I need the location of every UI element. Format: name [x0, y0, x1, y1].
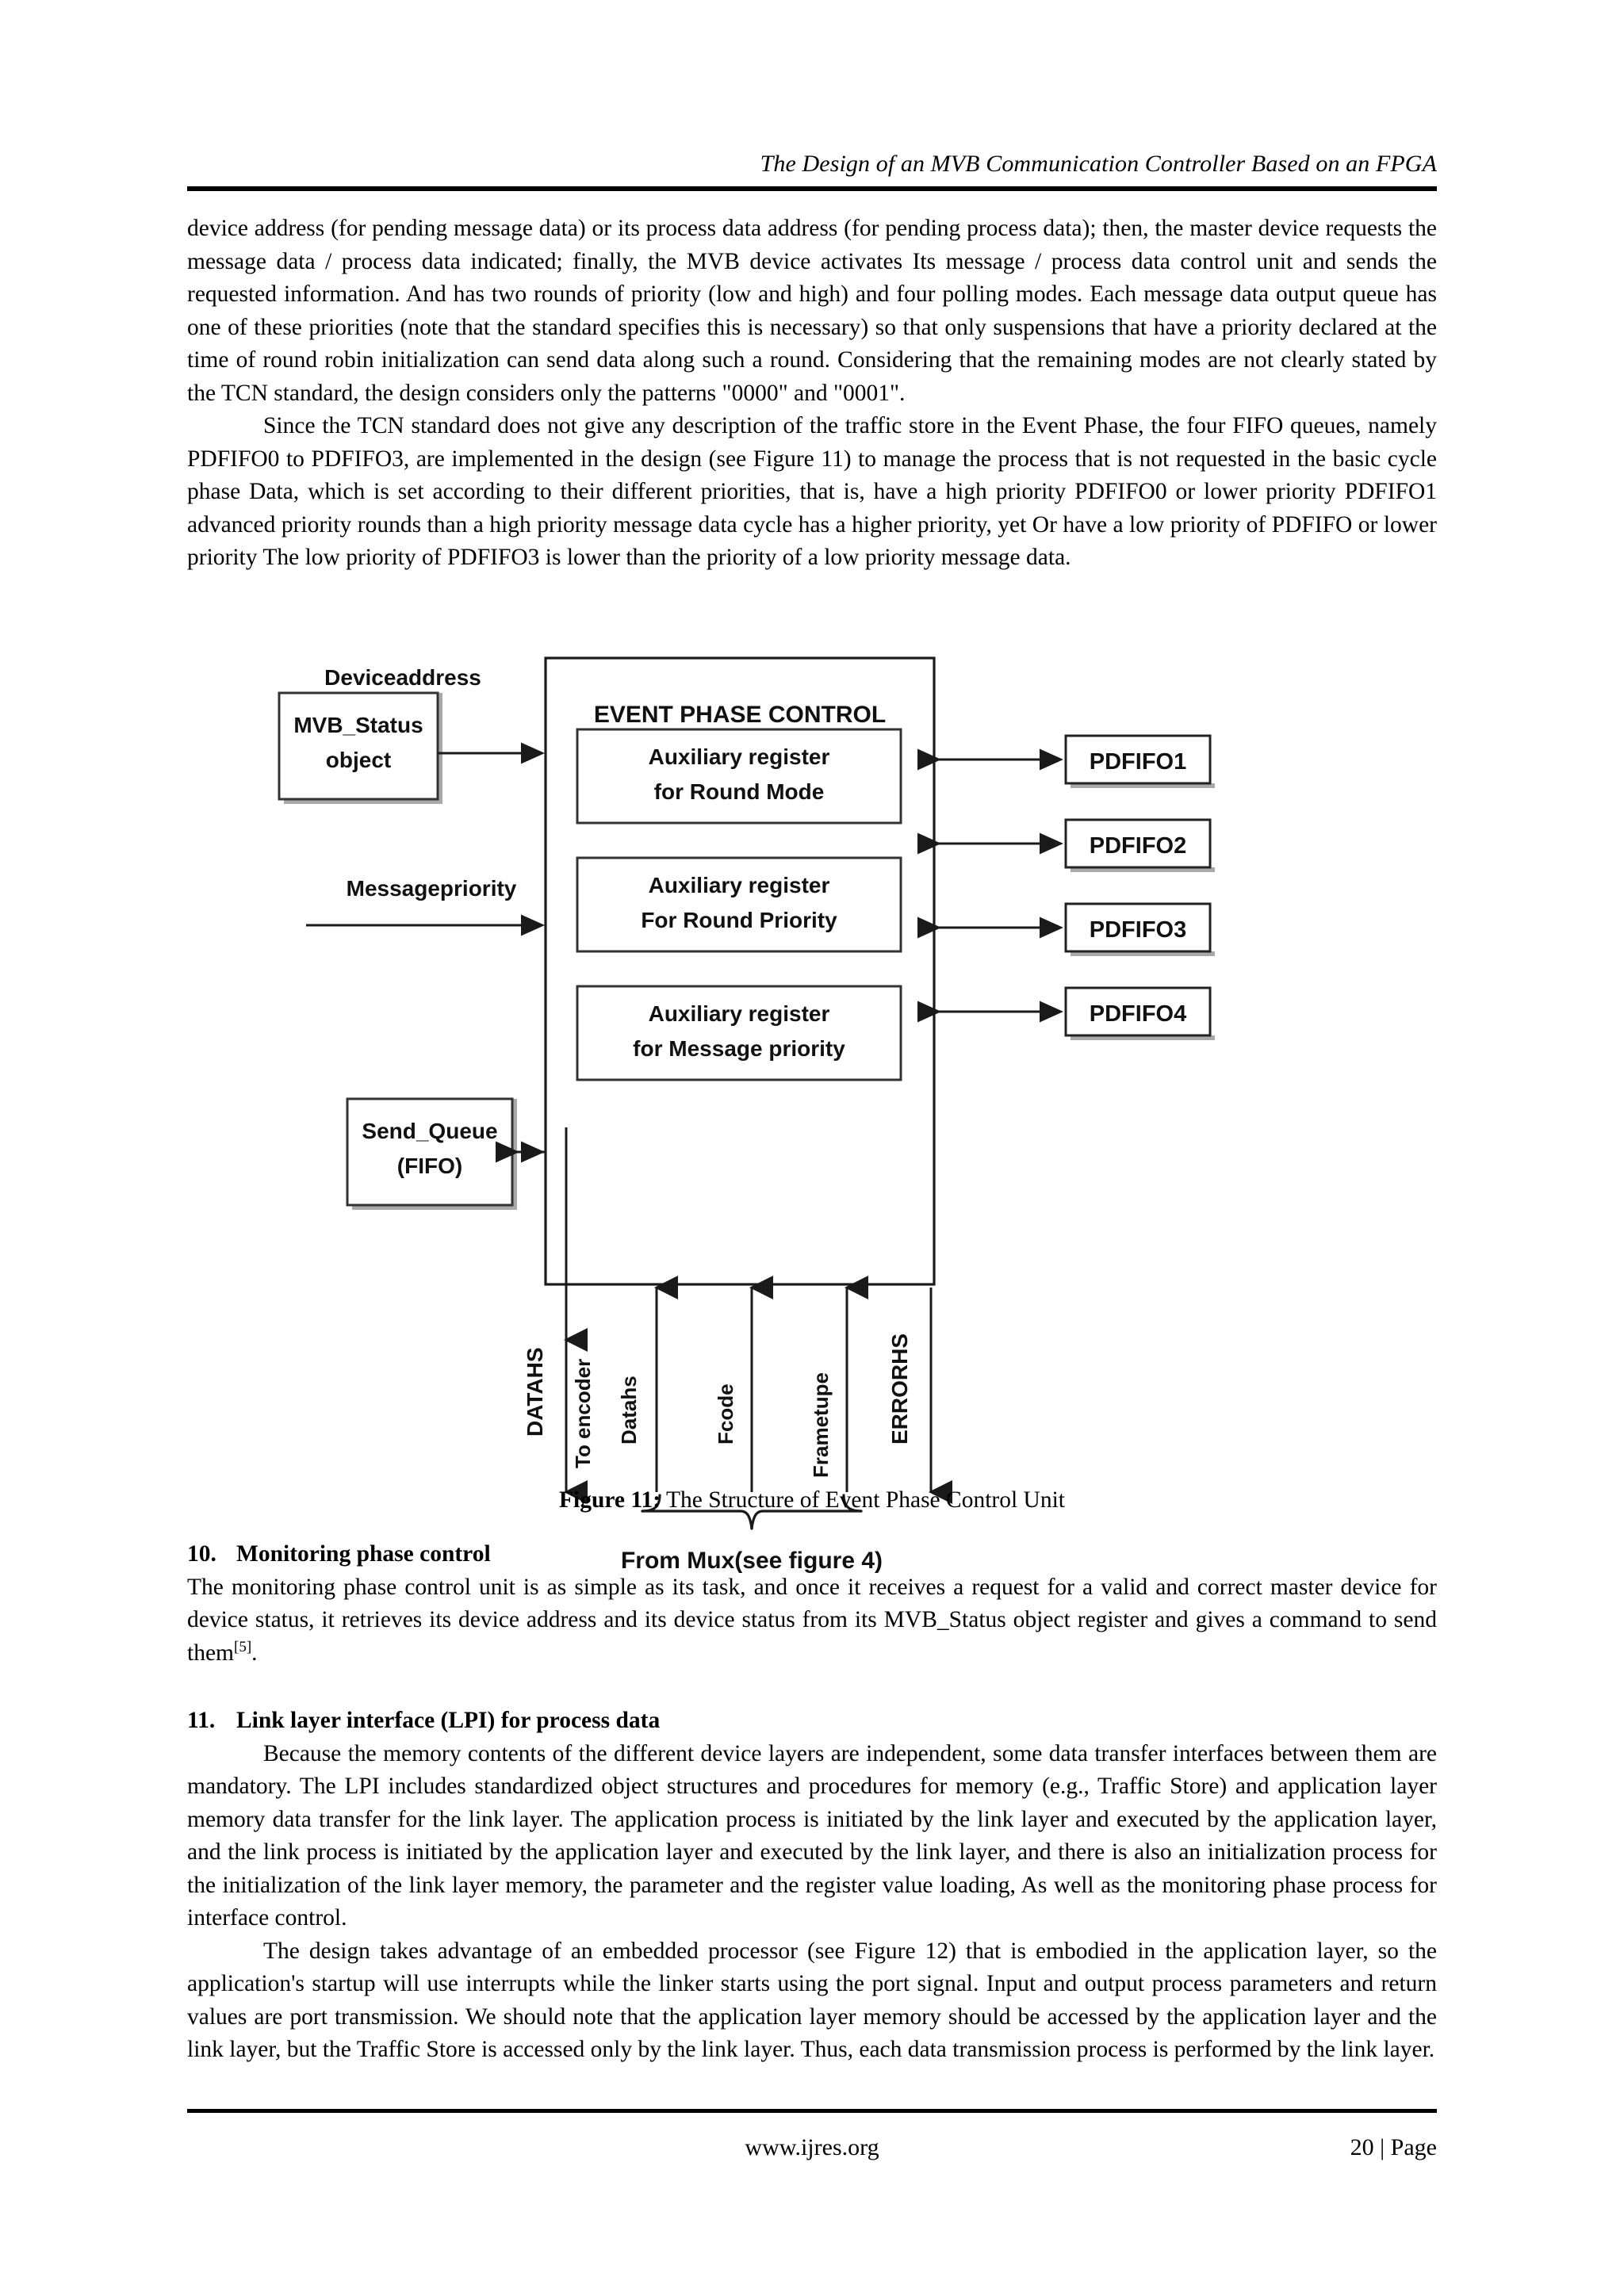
svg-text:ERRORHS: ERRORHS [887, 1333, 912, 1445]
reference-marker-5: [5] [234, 1638, 252, 1655]
figure-caption-label: Figure 11: [559, 1487, 661, 1513]
svg-text:MVB_Status: MVB_Status [293, 713, 423, 737]
section-11-title: Link layer interface (LPI) for process data [236, 1708, 661, 1733]
section-heading-10 [187, 1538, 1437, 1571]
footer-rule [187, 2109, 1437, 2113]
figure-11-caption [187, 1484, 1437, 1516]
svg-text:Datahs: Datahs [617, 1376, 641, 1445]
svg-text:From Mux(see figure 4): From Mux(see figure 4) [620, 1548, 883, 1574]
paragraph-1: device address (for pending message data) or its process data address (for pending process data); then, the master device requests the message data / process data indicated; finally, the MVB device activates Its message / process data control unit and sends the requested information. And has two rounds of priority (low and high) and four polling modes. Each message data output queue has one of these priorities (note that the standard specifies this is necessary) so that only suspensions that have a priority declared at the time of round robin initialization can send data along such a round. Considering that the remaining modes are not clearly stated by the TCN standard, the design considers only the patterns "0000" and "0001". [187, 216, 1437, 406]
section-10-number: 10. [187, 1541, 216, 1567]
svg-text:PDFIFO1: PDFIFO1 [1089, 749, 1187, 775]
section-heading-11 [187, 1705, 1437, 1738]
footer [187, 2126, 1437, 2169]
svg-text:To encoder: To encoder [571, 1358, 595, 1468]
paragraph-3 [187, 1571, 1437, 1670]
footer-page-number: 20 | Page [1350, 2134, 1437, 2160]
svg-text:PDFIFO2: PDFIFO2 [1089, 833, 1187, 859]
svg-text:For Round Priority: For Round Priority [641, 908, 837, 932]
svg-text:Auxiliary register: Auxiliary register [648, 744, 830, 769]
paragraph-5: The design takes advantage of an embedded processor (see Figure 12) that is embodied in the application layer, so the application's startup will use interrupts while the linker starts using the port signal. Input and output process parameters and return values are port transmission. We should note that the application layer memory should be accessed by the application layer and the link layer, but the Traffic Store is accessed only by the link layer. Thus, each data transmission process is performed by the link layer. [187, 1938, 1437, 2062]
svg-text:DATAHS: DATAHS [523, 1347, 547, 1437]
svg-text:Deviceaddress: Deviceaddress [324, 665, 481, 690]
svg-text:Messagepriority: Messagepriority [346, 876, 517, 901]
body-column-bottom [187, 1538, 1437, 2067]
body-column-top [187, 212, 1437, 575]
svg-text:PDFIFO3: PDFIFO3 [1089, 917, 1187, 943]
figure-caption-text: The Structure of Event Phase Control Unit [661, 1487, 1065, 1513]
event-phase-control-title: EVENT PHASE CONTROL [593, 702, 887, 728]
paragraph-4: Because the memory contents of the different device layers are independent, some data transfer interfaces between them are mandatory. The LPI includes standardized object structures and procedures for memory (e.g., Traffic Store) and application layer memory data transfer for the link layer. The application process is initiated by the link layer and executed by the application layer, and the link process is initiated by the application layer and executed by the link layer, and there is also an initialization process for the initialization of the link layer memory, the parameter and the register value loading, As well as the monitoring phase process for interface control. [187, 1740, 1437, 1931]
svg-text:Send_Queue: Send_Queue [362, 1119, 498, 1143]
svg-text:PDFIFO4: PDFIFO4 [1089, 1001, 1187, 1027]
svg-text:Frametupe: Frametupe [809, 1372, 833, 1478]
section-10-title: Monitoring phase control [236, 1541, 491, 1567]
svg-text:Fcode: Fcode [714, 1383, 737, 1445]
header-rule [187, 186, 1437, 191]
svg-text:for Round Mode: for Round Mode [653, 779, 825, 804]
paragraph-3-text: The monitoring phase control unit is as simple as its task, and once it receives a request for a valid and correct master device for device status, it retrieves its device address and its device status from its MVB_Status object register and gives a command to send them [187, 1574, 1437, 1666]
paragraph-3-end: . [251, 1640, 258, 1666]
footer-website: www.ijres.org [745, 2134, 879, 2160]
running-head-title: The Design of an MVB Communication Controller Based on an FPGA [760, 151, 1437, 177]
svg-text:(FIFO): (FIFO) [396, 1154, 463, 1178]
svg-text:for Message priority: for Message priority [633, 1036, 845, 1061]
svg-text:Auxiliary register: Auxiliary register [648, 873, 830, 897]
svg-text:object: object [325, 748, 392, 772]
svg-text:Auxiliary register: Auxiliary register [648, 1001, 830, 1026]
section-11-number: 11. [187, 1708, 216, 1733]
paragraph-2: Since the TCN standard does not give any description of the traffic store in the Event Phase, the four FIFO queues, namely PDFIFO0 to PDFIFO3, are implemented in the design (see Figure 11) to manage the process that is not requested in the basic cycle phase Data, which is set according to their different priorities, that is, have a high priority PDFIFO0 or lower priority PDFIFO1 advanced priority rounds than a high priority message data cycle has a higher priority, yet Or have a low priority of PDFIFO or lower priority The low priority of PDFIFO3 is lower than the priority of a low priority message data. [187, 413, 1437, 570]
